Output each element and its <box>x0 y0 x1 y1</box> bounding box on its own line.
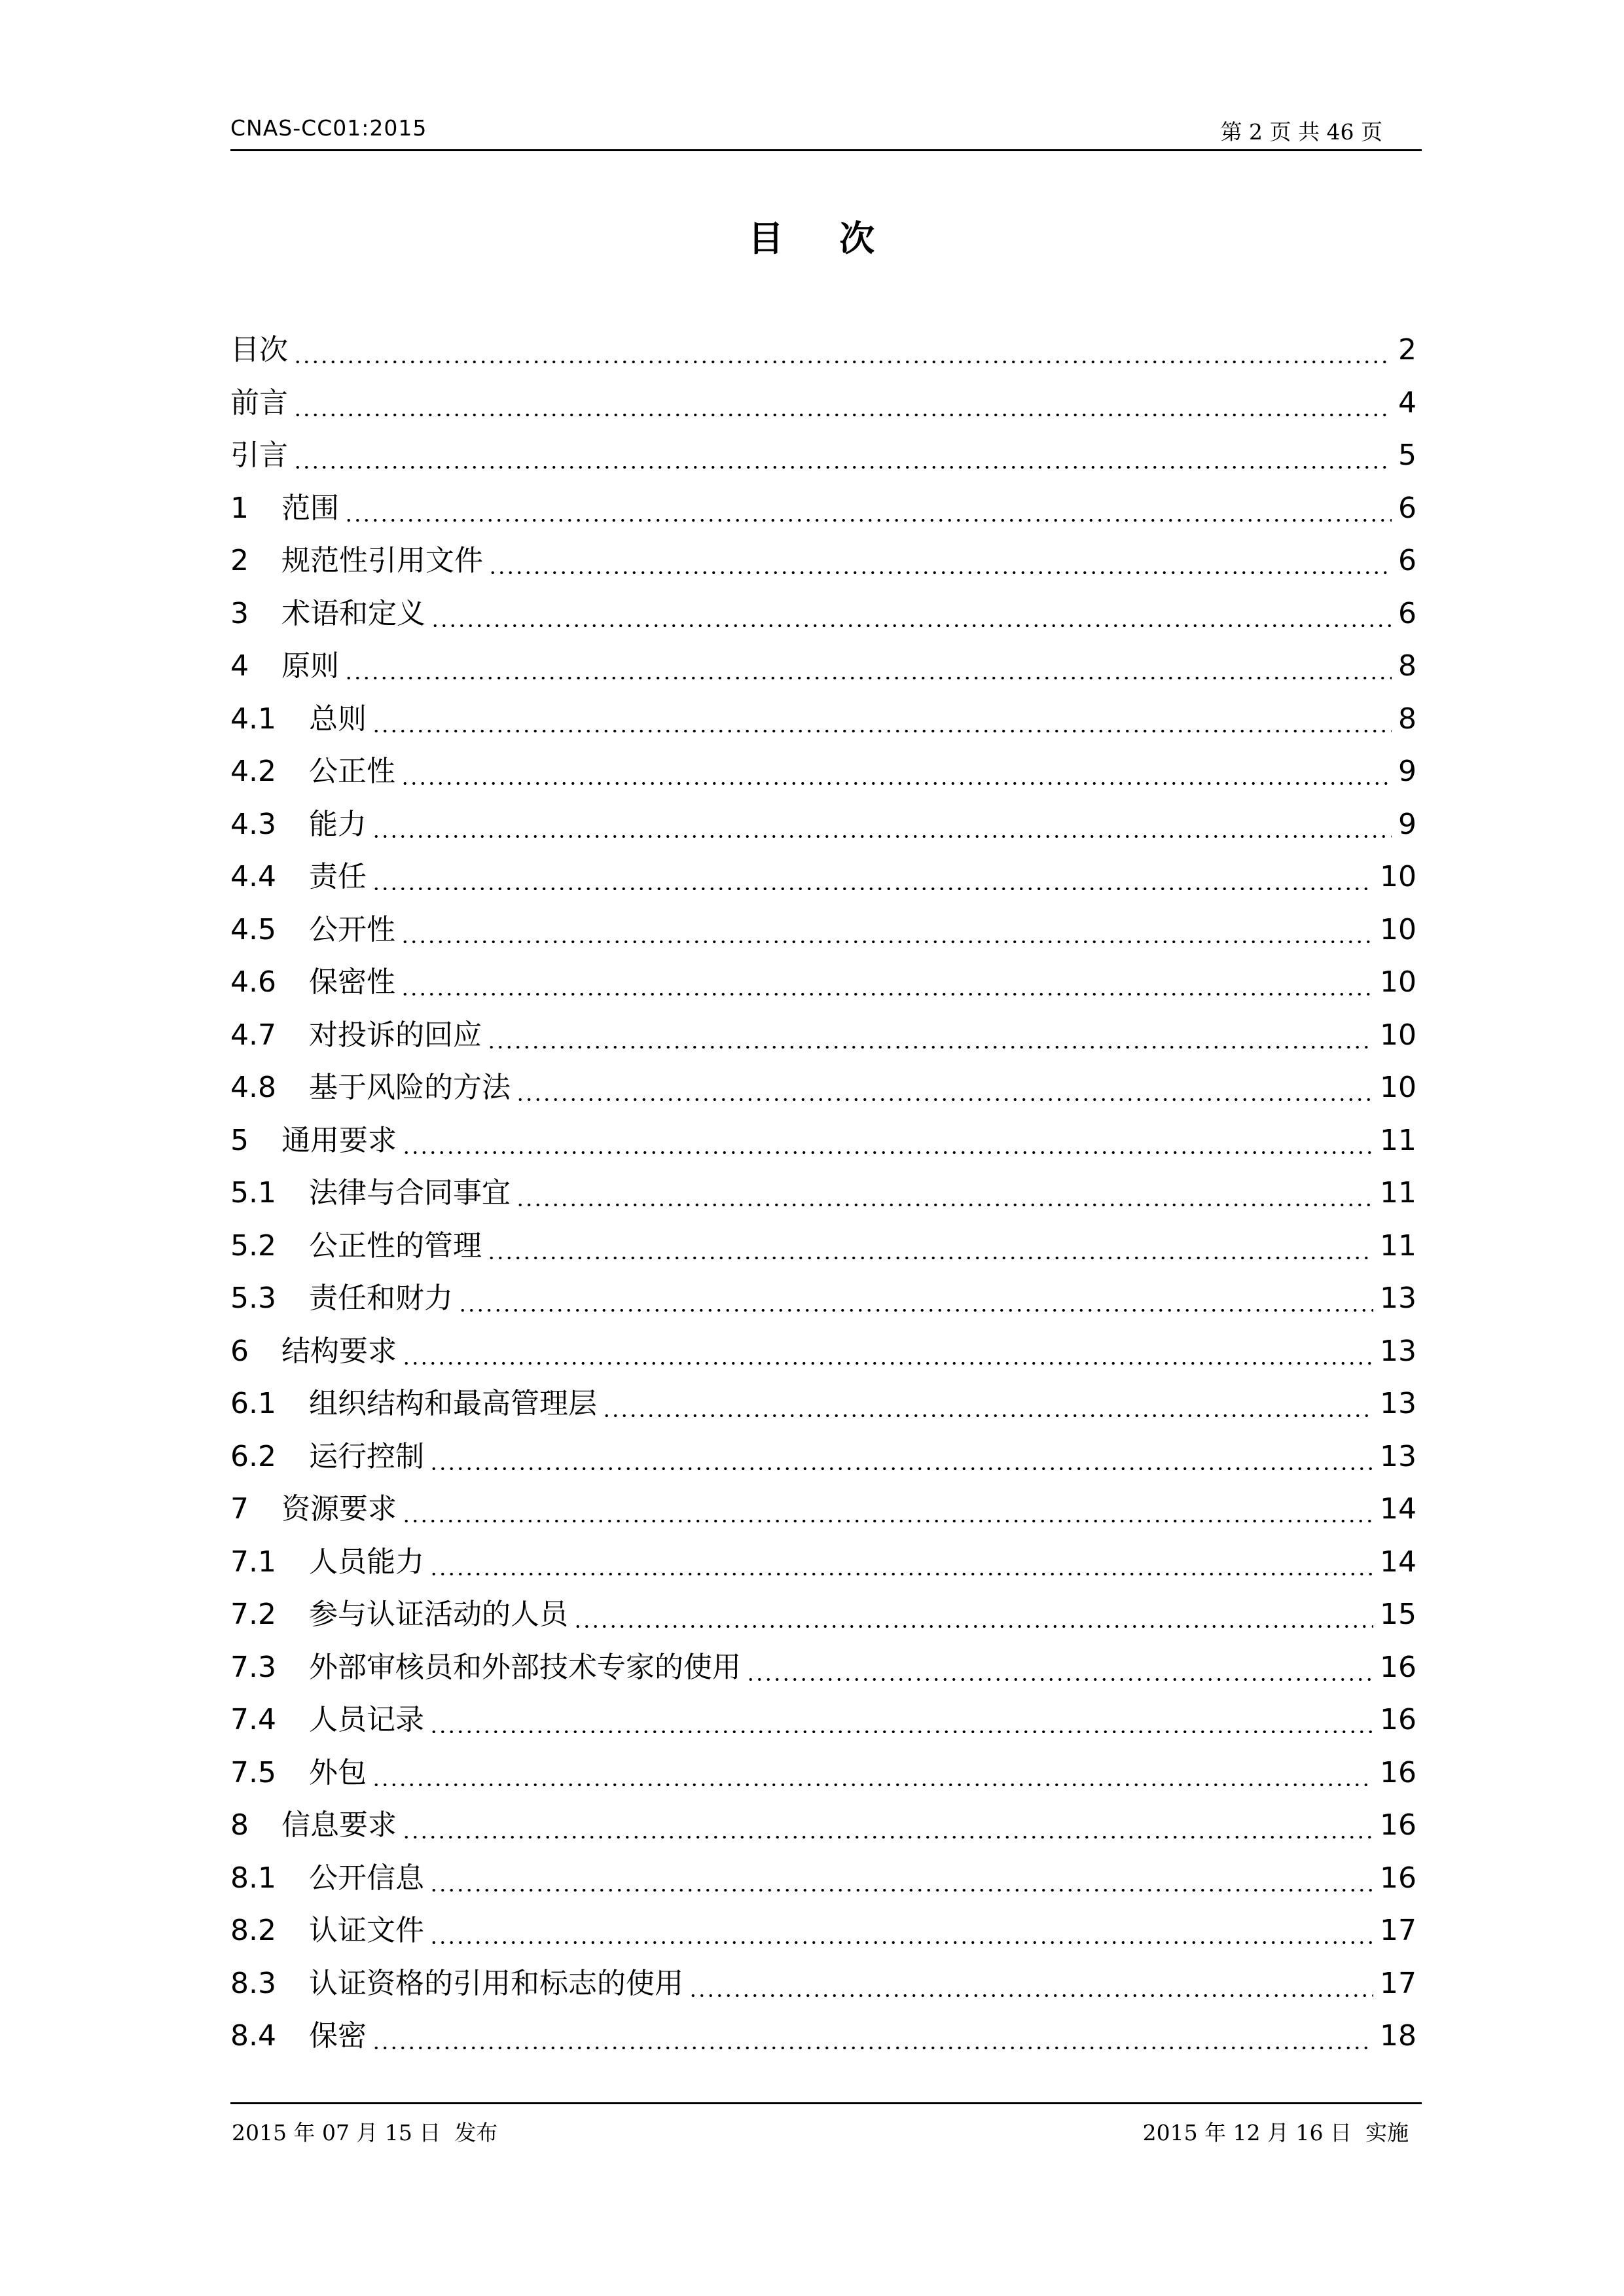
toc-entry-title: 能力 <box>309 807 367 841</box>
toc-dot-leader <box>487 1021 1373 1050</box>
toc-entry-title: 前言 <box>230 386 288 420</box>
toc-entry-number: 4.7 <box>230 1018 276 1052</box>
toc-entry-page: 17 <box>1380 1914 1416 1948</box>
toc-dot-leader <box>516 1073 1373 1102</box>
toc-dot-leader <box>516 1179 1373 1208</box>
toc-entry-title: 公开性 <box>309 912 395 946</box>
toc-entry[interactable] <box>230 1272 1416 1325</box>
toc-entry-number: 7.3 <box>230 1650 276 1684</box>
toc-entry-title: 公正性的管理 <box>309 1229 482 1263</box>
toc-entry-title: 范围 <box>281 491 339 525</box>
toc-entry[interactable] <box>230 1483 1416 1536</box>
toc-entry-page: 4 <box>1398 386 1416 420</box>
toc-entry-page: 10 <box>1380 965 1416 999</box>
toc-entry-page: 2 <box>1398 333 1416 367</box>
toc-entry-page: 9 <box>1398 807 1416 841</box>
toc-entry-title: 目次 <box>230 333 288 367</box>
toc-entry-title: 法律与合同事宜 <box>309 1176 511 1210</box>
toc-entry-title: 外包 <box>309 1755 367 1789</box>
toc-entry-number: 4.4 <box>230 860 276 894</box>
toc-entry[interactable] <box>230 1852 1416 1905</box>
toc-entry-number: 7.2 <box>230 1598 276 1632</box>
toc-entry-number: 6.2 <box>230 1439 276 1473</box>
toc-entry-page: 8 <box>1398 702 1416 736</box>
toc-dot-leader <box>458 1284 1373 1313</box>
toc-dot-leader <box>401 968 1373 997</box>
toc-dot-leader <box>429 1916 1373 1945</box>
toc-entry-title: 通用要求 <box>281 1123 397 1157</box>
toc-entry[interactable] <box>230 1378 1416 1431</box>
release-date: 2015 年 07 月 15 日 发布 <box>232 2120 498 2145</box>
toc-dot-leader <box>402 1126 1373 1155</box>
toc-entry-title: 引言 <box>230 439 288 473</box>
toc-entry-title: 原则 <box>281 649 339 683</box>
toc-entry-page: 15 <box>1380 1598 1416 1632</box>
toc-entry[interactable] <box>230 640 1416 693</box>
toc-entry-title: 人员记录 <box>309 1703 424 1737</box>
toc-entry-title: 规范性引用文件 <box>281 544 483 578</box>
toc-entry-page: 16 <box>1380 1703 1416 1737</box>
toc-entry-title: 保密性 <box>309 965 395 999</box>
toc-title: 目 次 <box>748 217 876 259</box>
toc-entry-page: 16 <box>1380 1650 1416 1684</box>
toc-entry[interactable] <box>230 851 1416 904</box>
toc-entry[interactable] <box>230 482 1416 535</box>
toc-entry[interactable] <box>230 1009 1416 1062</box>
toc-dot-leader <box>372 1759 1373 1787</box>
toc-entry-title: 公开信息 <box>309 1861 424 1895</box>
toc-entry-page: 8 <box>1398 649 1416 683</box>
toc-entry-page: 13 <box>1380 1334 1416 1368</box>
toc-dot-leader <box>573 1600 1373 1629</box>
toc-entry-number: 7.4 <box>230 1703 276 1737</box>
toc-entry[interactable] <box>230 1325 1416 1378</box>
toc-entry[interactable] <box>230 1167 1416 1220</box>
toc-dot-leader <box>372 705 1392 734</box>
toc-entry-number: 7.1 <box>230 1545 276 1579</box>
toc-entry[interactable] <box>230 1431 1416 1484</box>
toc-dot-leader <box>372 2022 1373 2051</box>
toc-dot-leader <box>487 1232 1373 1261</box>
toc-entry-page: 11 <box>1380 1123 1416 1157</box>
toc-entry-page: 10 <box>1380 1018 1416 1052</box>
toc-entry-number: 8.1 <box>230 1861 276 1895</box>
toc-dot-leader <box>293 389 1392 418</box>
toc-entry-number: 6 <box>230 1334 249 1368</box>
toc-dot-leader <box>689 1969 1373 1998</box>
toc-entry-title: 认证资格的引用和标志的使用 <box>309 1966 683 2000</box>
toc-entry-number: 5.3 <box>230 1282 276 1316</box>
toc-entry[interactable] <box>230 1115 1416 1168</box>
toc-entry-title: 责任和财力 <box>309 1282 453 1316</box>
toc-entry[interactable] <box>230 956 1416 1009</box>
toc-entry-page: 6 <box>1398 596 1416 630</box>
toc-dot-leader <box>293 441 1392 470</box>
toc-entry[interactable] <box>230 745 1416 798</box>
document-id: CNAS-CC01:2015 <box>230 115 427 141</box>
toc-entry-title: 组织结构和最高管理层 <box>309 1387 597 1421</box>
toc-dot-leader <box>402 1337 1373 1366</box>
toc-entry[interactable] <box>230 798 1416 852</box>
toc-entry-title: 运行控制 <box>309 1439 424 1473</box>
toc-dot-leader <box>372 810 1392 839</box>
toc-entry-page: 17 <box>1380 1966 1416 2000</box>
toc-entry-page: 10 <box>1380 912 1416 946</box>
toc-dot-leader <box>431 600 1392 628</box>
toc-entry-number: 8.4 <box>230 2019 276 2053</box>
toc-dot-leader <box>429 1548 1373 1577</box>
toc-dot-leader <box>488 547 1392 575</box>
toc-dot-leader <box>429 1443 1373 1471</box>
toc-entry-number: 4 <box>230 649 249 683</box>
toc-dot-leader <box>401 757 1392 786</box>
toc-entry-number: 2 <box>230 544 249 578</box>
toc-entry-title: 外部审核员和外部技术专家的使用 <box>309 1650 741 1684</box>
toc-entry-number: 4.3 <box>230 807 276 841</box>
toc-entry-title: 人员能力 <box>309 1545 424 1579</box>
toc-entry-page: 9 <box>1398 755 1416 789</box>
toc-dot-leader <box>746 1653 1373 1682</box>
toc-entry[interactable] <box>230 1694 1416 1747</box>
toc-entry[interactable] <box>230 324 1416 377</box>
toc-entry-number: 4.1 <box>230 702 276 736</box>
toc-dot-leader <box>344 652 1392 681</box>
toc-dot-leader <box>602 1390 1373 1418</box>
toc-entry[interactable] <box>230 1641 1416 1695</box>
toc-entry-title: 保密 <box>309 2019 367 2053</box>
toc-entry-page: 16 <box>1380 1808 1416 1842</box>
toc-entry-title: 公正性 <box>309 755 395 789</box>
toc-entry-number: 8 <box>230 1808 249 1842</box>
toc-entry-number: 7.5 <box>230 1755 276 1789</box>
table-of-contents <box>230 324 1416 2063</box>
toc-entry-page: 10 <box>1380 1071 1416 1105</box>
toc-entry-page: 10 <box>1380 860 1416 894</box>
toc-entry-page: 14 <box>1380 1545 1416 1579</box>
toc-entry[interactable] <box>230 1747 1416 1800</box>
toc-entry-title: 信息要求 <box>281 1808 397 1842</box>
toc-entry-page: 14 <box>1380 1492 1416 1526</box>
toc-entry-page: 6 <box>1398 491 1416 525</box>
toc-entry-number: 7 <box>230 1492 249 1526</box>
toc-dot-leader <box>429 1864 1373 1893</box>
toc-entry-page: 11 <box>1380 1229 1416 1263</box>
toc-entry-number: 4.6 <box>230 965 276 999</box>
toc-entry-number: 5.2 <box>230 1229 276 1263</box>
toc-entry-title: 对投诉的回应 <box>309 1018 482 1052</box>
toc-dot-leader <box>344 494 1392 523</box>
toc-entry-page: 13 <box>1380 1387 1416 1421</box>
toc-entry-page: 16 <box>1380 1861 1416 1895</box>
toc-entry-page: 13 <box>1380 1282 1416 1316</box>
toc-entry[interactable] <box>230 535 1416 588</box>
toc-entry-page: 6 <box>1398 544 1416 578</box>
toc-entry-title: 结构要求 <box>281 1334 397 1368</box>
toc-entry[interactable] <box>230 1536 1416 1589</box>
toc-entry-number: 6.1 <box>230 1387 276 1421</box>
toc-entry-number: 5.1 <box>230 1176 276 1210</box>
toc-entry-number: 4.5 <box>230 912 276 946</box>
toc-entry[interactable] <box>230 1958 1416 2011</box>
page-number-info: 第 2 页 共 46 页 <box>1220 119 1382 145</box>
toc-entry[interactable] <box>230 1220 1416 1273</box>
toc-entry-title: 基于风险的方法 <box>309 1071 511 1105</box>
toc-entry-number: 8.3 <box>230 1966 276 2000</box>
implementation-date: 2015 年 12 月 16 日 实施 <box>1142 2120 1409 2145</box>
toc-dot-leader <box>293 336 1392 365</box>
toc-dot-leader <box>401 916 1373 944</box>
toc-entry-page: 13 <box>1380 1439 1416 1473</box>
toc-entry-number: 5 <box>230 1123 249 1157</box>
page-footer <box>230 2102 1422 2150</box>
toc-entry[interactable] <box>230 1905 1416 1958</box>
toc-entry-page: 16 <box>1380 1755 1416 1789</box>
toc-entry-title: 参与认证活动的人员 <box>309 1598 568 1632</box>
toc-entry-title: 术语和定义 <box>281 596 425 630</box>
toc-entry[interactable] <box>230 377 1416 430</box>
toc-entry-title: 认证文件 <box>309 1914 424 1948</box>
toc-entry[interactable] <box>230 588 1416 641</box>
toc-dot-leader <box>402 1811 1373 1840</box>
toc-entry[interactable] <box>230 429 1416 482</box>
page-header <box>230 113 1422 151</box>
toc-entry-number: 3 <box>230 596 249 630</box>
toc-entry-page: 11 <box>1380 1176 1416 1210</box>
toc-entry-number: 4.8 <box>230 1071 276 1105</box>
toc-entry[interactable] <box>230 904 1416 957</box>
toc-entry[interactable] <box>230 1588 1416 1641</box>
toc-entry-number: 8.2 <box>230 1914 276 1948</box>
toc-entry[interactable] <box>230 1799 1416 1852</box>
toc-dot-leader <box>402 1495 1373 1524</box>
toc-dot-leader <box>429 1706 1373 1734</box>
toc-entry-page: 5 <box>1398 439 1416 473</box>
toc-entry-title: 总则 <box>309 702 367 736</box>
toc-entry-title: 责任 <box>309 860 367 894</box>
toc-entry-page: 18 <box>1380 2019 1416 2053</box>
toc-dot-leader <box>372 863 1373 891</box>
toc-entry-number: 4.2 <box>230 755 276 789</box>
toc-entry[interactable] <box>230 2010 1416 2063</box>
toc-entry-title: 资源要求 <box>281 1492 397 1526</box>
toc-entry[interactable] <box>230 1062 1416 1115</box>
toc-entry-number: 1 <box>230 491 249 525</box>
toc-entry[interactable] <box>230 693 1416 746</box>
